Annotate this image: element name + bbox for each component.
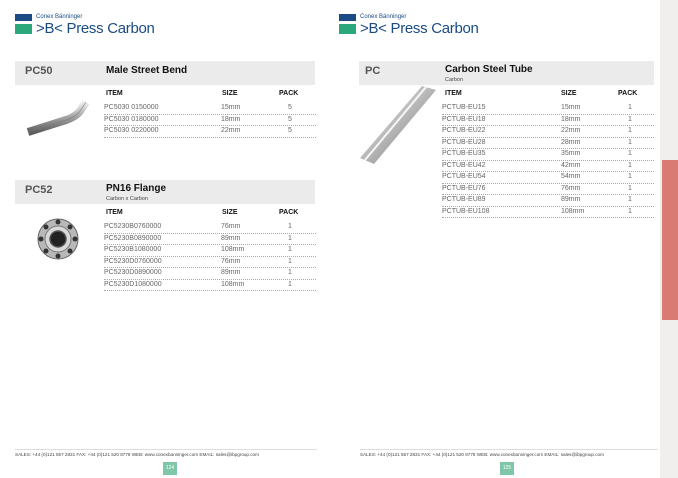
table-row: PCTUB-EU15 15mm 1 — [442, 103, 654, 115]
brand-small-text: Conex Bänninger — [36, 14, 83, 20]
column-header-item: ITEM — [106, 90, 123, 97]
brand-title: >B< Press Carbon — [36, 20, 155, 37]
table-row: PCTUB-EU54 54mm 1 — [442, 172, 654, 184]
left-page — [0, 0, 330, 478]
footer-divider — [15, 449, 317, 450]
brand-logo — [339, 14, 479, 37]
footer-divider — [360, 449, 658, 450]
table-row: PC5230D0760000 76mm 1 — [104, 257, 316, 269]
section-subtitle: Carbon — [445, 77, 464, 83]
table-row: PC5230D1080000 108mm 1 — [104, 280, 316, 292]
column-header-size: SIZE — [222, 90, 238, 97]
brand-mark-icon — [339, 14, 356, 34]
table-row: PCTUB-EU76 76mm 1 — [442, 184, 654, 196]
brand-small-text: Conex Bänninger — [360, 14, 407, 20]
table-row: PCTUB-EU18 18mm 1 — [442, 115, 654, 127]
page-number: 125 — [500, 462, 514, 475]
carbon-steel-tube-image — [360, 86, 438, 166]
column-header-size: SIZE — [561, 90, 577, 97]
table-row: PCTUB-EU108 108mm 1 — [442, 207, 654, 219]
table-row: PC5230B0890000 89mm 1 — [104, 234, 316, 246]
pn16-flange-image — [36, 217, 80, 261]
section-code: PC52 — [25, 184, 53, 196]
table-row: PCTUB-EU89 89mm 1 — [442, 195, 654, 207]
brand-logo — [15, 14, 155, 37]
section-title: Carbon Steel Tube — [445, 64, 533, 75]
table-row: PC5030 0150000 15mm 5 — [104, 103, 316, 115]
section-title: Male Street Bend — [106, 65, 188, 76]
section-code: PC — [365, 65, 381, 77]
column-header-pack: PACK — [279, 209, 299, 216]
section-code: PC50 — [25, 65, 53, 77]
table-row: PC5230B0760000 76mm 1 — [104, 222, 316, 234]
table-row: PCTUB-EU35 35mm 1 — [442, 149, 654, 161]
table-row: PC5230D0890000 89mm 1 — [104, 268, 316, 280]
table-row: PC5030 0180000 18mm 5 — [104, 115, 316, 127]
section-tab-marker — [662, 160, 678, 320]
male-street-bend-image — [22, 100, 94, 140]
table-row: PCTUB-EU42 42mm 1 — [442, 161, 654, 173]
table-row: PC5030 0220000 22mm 5 — [104, 126, 316, 138]
brand-mark-icon — [15, 14, 32, 34]
section-subtitle: Carbon x Carbon — [106, 196, 148, 202]
brand-title: >B< Press Carbon — [360, 20, 479, 37]
column-header-size: SIZE — [222, 209, 238, 216]
footer-contact: SALES: +44 (0)121 557 2831 FAX: +44 (0)121 520 8778 WEB: www.conexbanninger.com EMAIL: sales@ibpgroup.com — [360, 452, 604, 457]
column-header-item: ITEM — [106, 209, 123, 216]
table-row: PCTUB-EU28 28mm 1 — [442, 138, 654, 150]
table-row: PCTUB-EU22 22mm 1 — [442, 126, 654, 138]
footer-contact: SALES: +44 (0)121 557 2831 FAX: +44 (0)121 520 8778 WEB: www.conexbanninger.com EMAIL: sales@ibpgroup.com — [15, 452, 259, 457]
page-number: 124 — [163, 462, 177, 475]
column-header-pack: PACK — [618, 90, 638, 97]
column-header-pack: PACK — [279, 90, 299, 97]
table-row: PC5230B1080000 108mm 1 — [104, 245, 316, 257]
right-page — [338, 0, 660, 478]
section-title: PN16 Flange — [106, 183, 167, 194]
column-header-item: ITEM — [445, 90, 462, 97]
